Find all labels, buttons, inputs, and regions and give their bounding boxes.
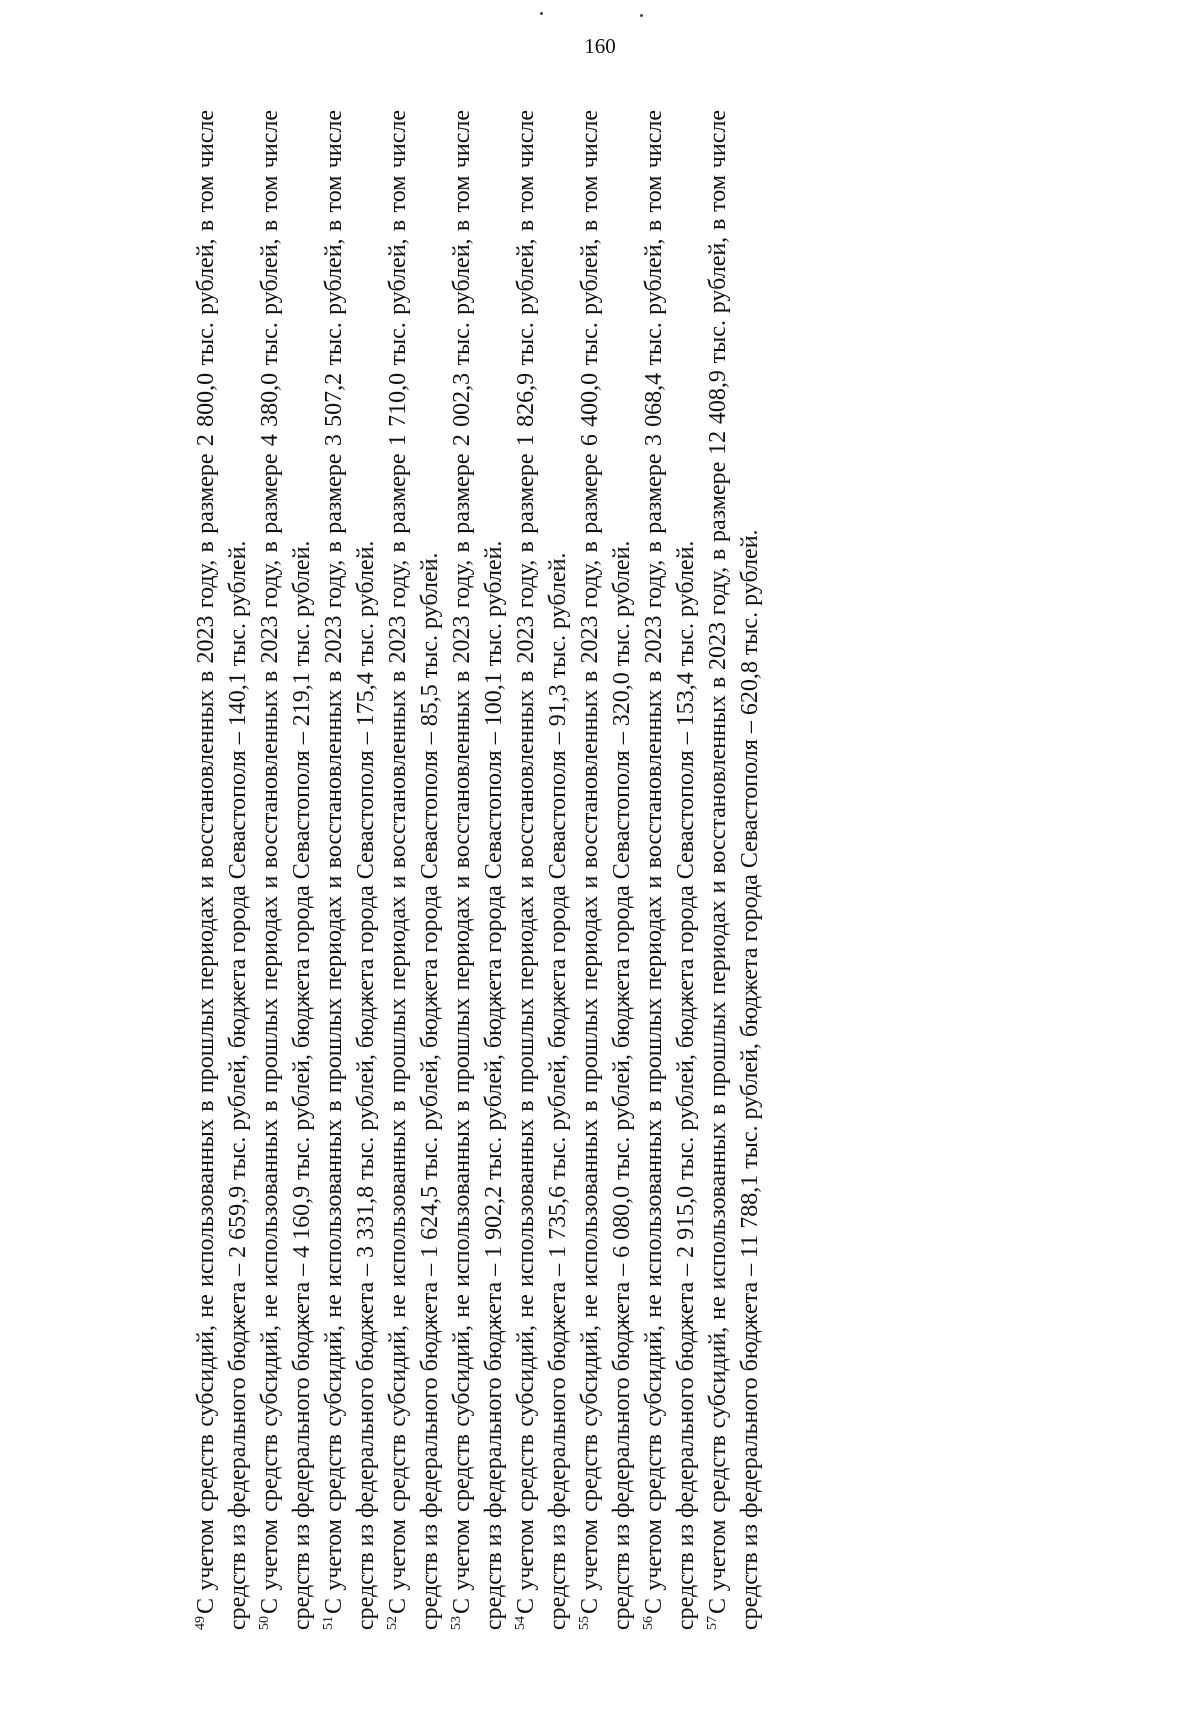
- footnote-mark: 53: [449, 1616, 464, 1630]
- footnote-text: С учетом средств субсидий, не использованных в прошлых периодах и восстановленных в 2023 году, в размере 2 002,3 тыс. рублей, в том числе средств из федерального бюджета – 1 902,2 тыс. рублей, бюджета города Севастополя – 100,1 тыс. рублей.: [449, 110, 507, 1630]
- scan-speck: [540, 12, 543, 15]
- footnote-text: С учетом средств субсидий, не использованных в прошлых периодах и восстановленных в 2023 году, в размере 1 826,9 тыс. рублей, в том числе средств из федерального бюджета – 1 735,6 тыс. рублей, бюджета города Севастополя – 91,3 тыс. рублей.: [513, 110, 571, 1630]
- footnote-52: [382, 110, 446, 1630]
- footnote-51: [318, 110, 382, 1630]
- page-number: 160: [584, 34, 616, 58]
- footnote-text: С учетом средств субсидий, не использованных в прошлых периодах и восстановленных в 2023 году, в размере 12 408,9 тыс. рублей, в том числе средств из федерального бюджета – 11 788,1 тыс. рублей, бюджета города Севастополя – 620,8 тыс. рублей.: [705, 110, 763, 1630]
- footnote-mark: 52: [385, 1616, 400, 1630]
- footnote-text: С учетом средств субсидий, не использованных в прошлых периодах и восстановленных в 2023 году, в размере 2 800,0 тыс. рублей, в том числе средств из федерального бюджета – 2 659,9 тыс. рублей, бюджета города Севастополя – 140,1 тыс. рублей.: [193, 110, 251, 1630]
- footnote-mark: 56: [641, 1616, 656, 1630]
- footnote-text: С учетом средств субсидий, не использованных в прошлых периодах и восстановленных в 2023 году, в размере 1 710,0 тыс. рублей, в том числе средств из федерального бюджета – 1 624,5 тыс. рублей, бюджета города Севастополя – 85,5 тыс. рублей.: [385, 110, 443, 1630]
- rotated-content: [190, 110, 1050, 1630]
- scan-speck: [640, 14, 643, 17]
- footnote-mark: 55: [577, 1616, 592, 1630]
- footnotes-block: [190, 110, 766, 1630]
- footnote-56: [638, 110, 702, 1630]
- footnote-49: [190, 110, 254, 1630]
- footnote-mark: 54: [513, 1616, 528, 1630]
- footnote-text: С учетом средств субсидий, не использованных в прошлых периодах и восстановленных в 2023 году, в размере 3 068,4 тыс. рублей, в том числе средств из федерального бюджета – 2 915,0 тыс. рублей, бюджета города Севастополя – 153,4 тыс. рублей.: [641, 110, 699, 1630]
- footnote-54: [510, 110, 574, 1630]
- footnote-mark: 50: [257, 1616, 272, 1630]
- footnote-mark: 57: [705, 1616, 720, 1630]
- footnote-text: С учетом средств субсидий, не использованных в прошлых периодах и восстановленных в 2023 году, в размере 4 380,0 тыс. рублей, в том числе средств из федерального бюджета – 4 160,9 тыс. рублей, бюджета города Севастополя – 219,1 тыс. рублей.: [257, 110, 315, 1630]
- footnote-50: [254, 110, 318, 1630]
- footnote-53: [446, 110, 510, 1630]
- footnote-text: С учетом средств субсидий, не использованных в прошлых периодах и восстановленных в 2023 году, в размере 3 507,2 тыс. рублей, в том числе средств из федерального бюджета – 3 331,8 тыс. рублей, бюджета города Севастополя – 175,4 тыс. рублей.: [321, 110, 379, 1630]
- footnote-mark: 51: [321, 1616, 336, 1630]
- footnote-mark: 49: [193, 1616, 208, 1630]
- footnote-55: [574, 110, 638, 1630]
- footnote-text: С учетом средств субсидий, не использованных в прошлых периодах и восстановленных в 2023 году, в размере 6 400,0 тыс. рублей, в том числе средств из федерального бюджета – 6 080,0 тыс. рублей, бюджета города Севастополя – 320,0 тыс. рублей.: [577, 110, 635, 1630]
- footnote-57: [702, 110, 766, 1630]
